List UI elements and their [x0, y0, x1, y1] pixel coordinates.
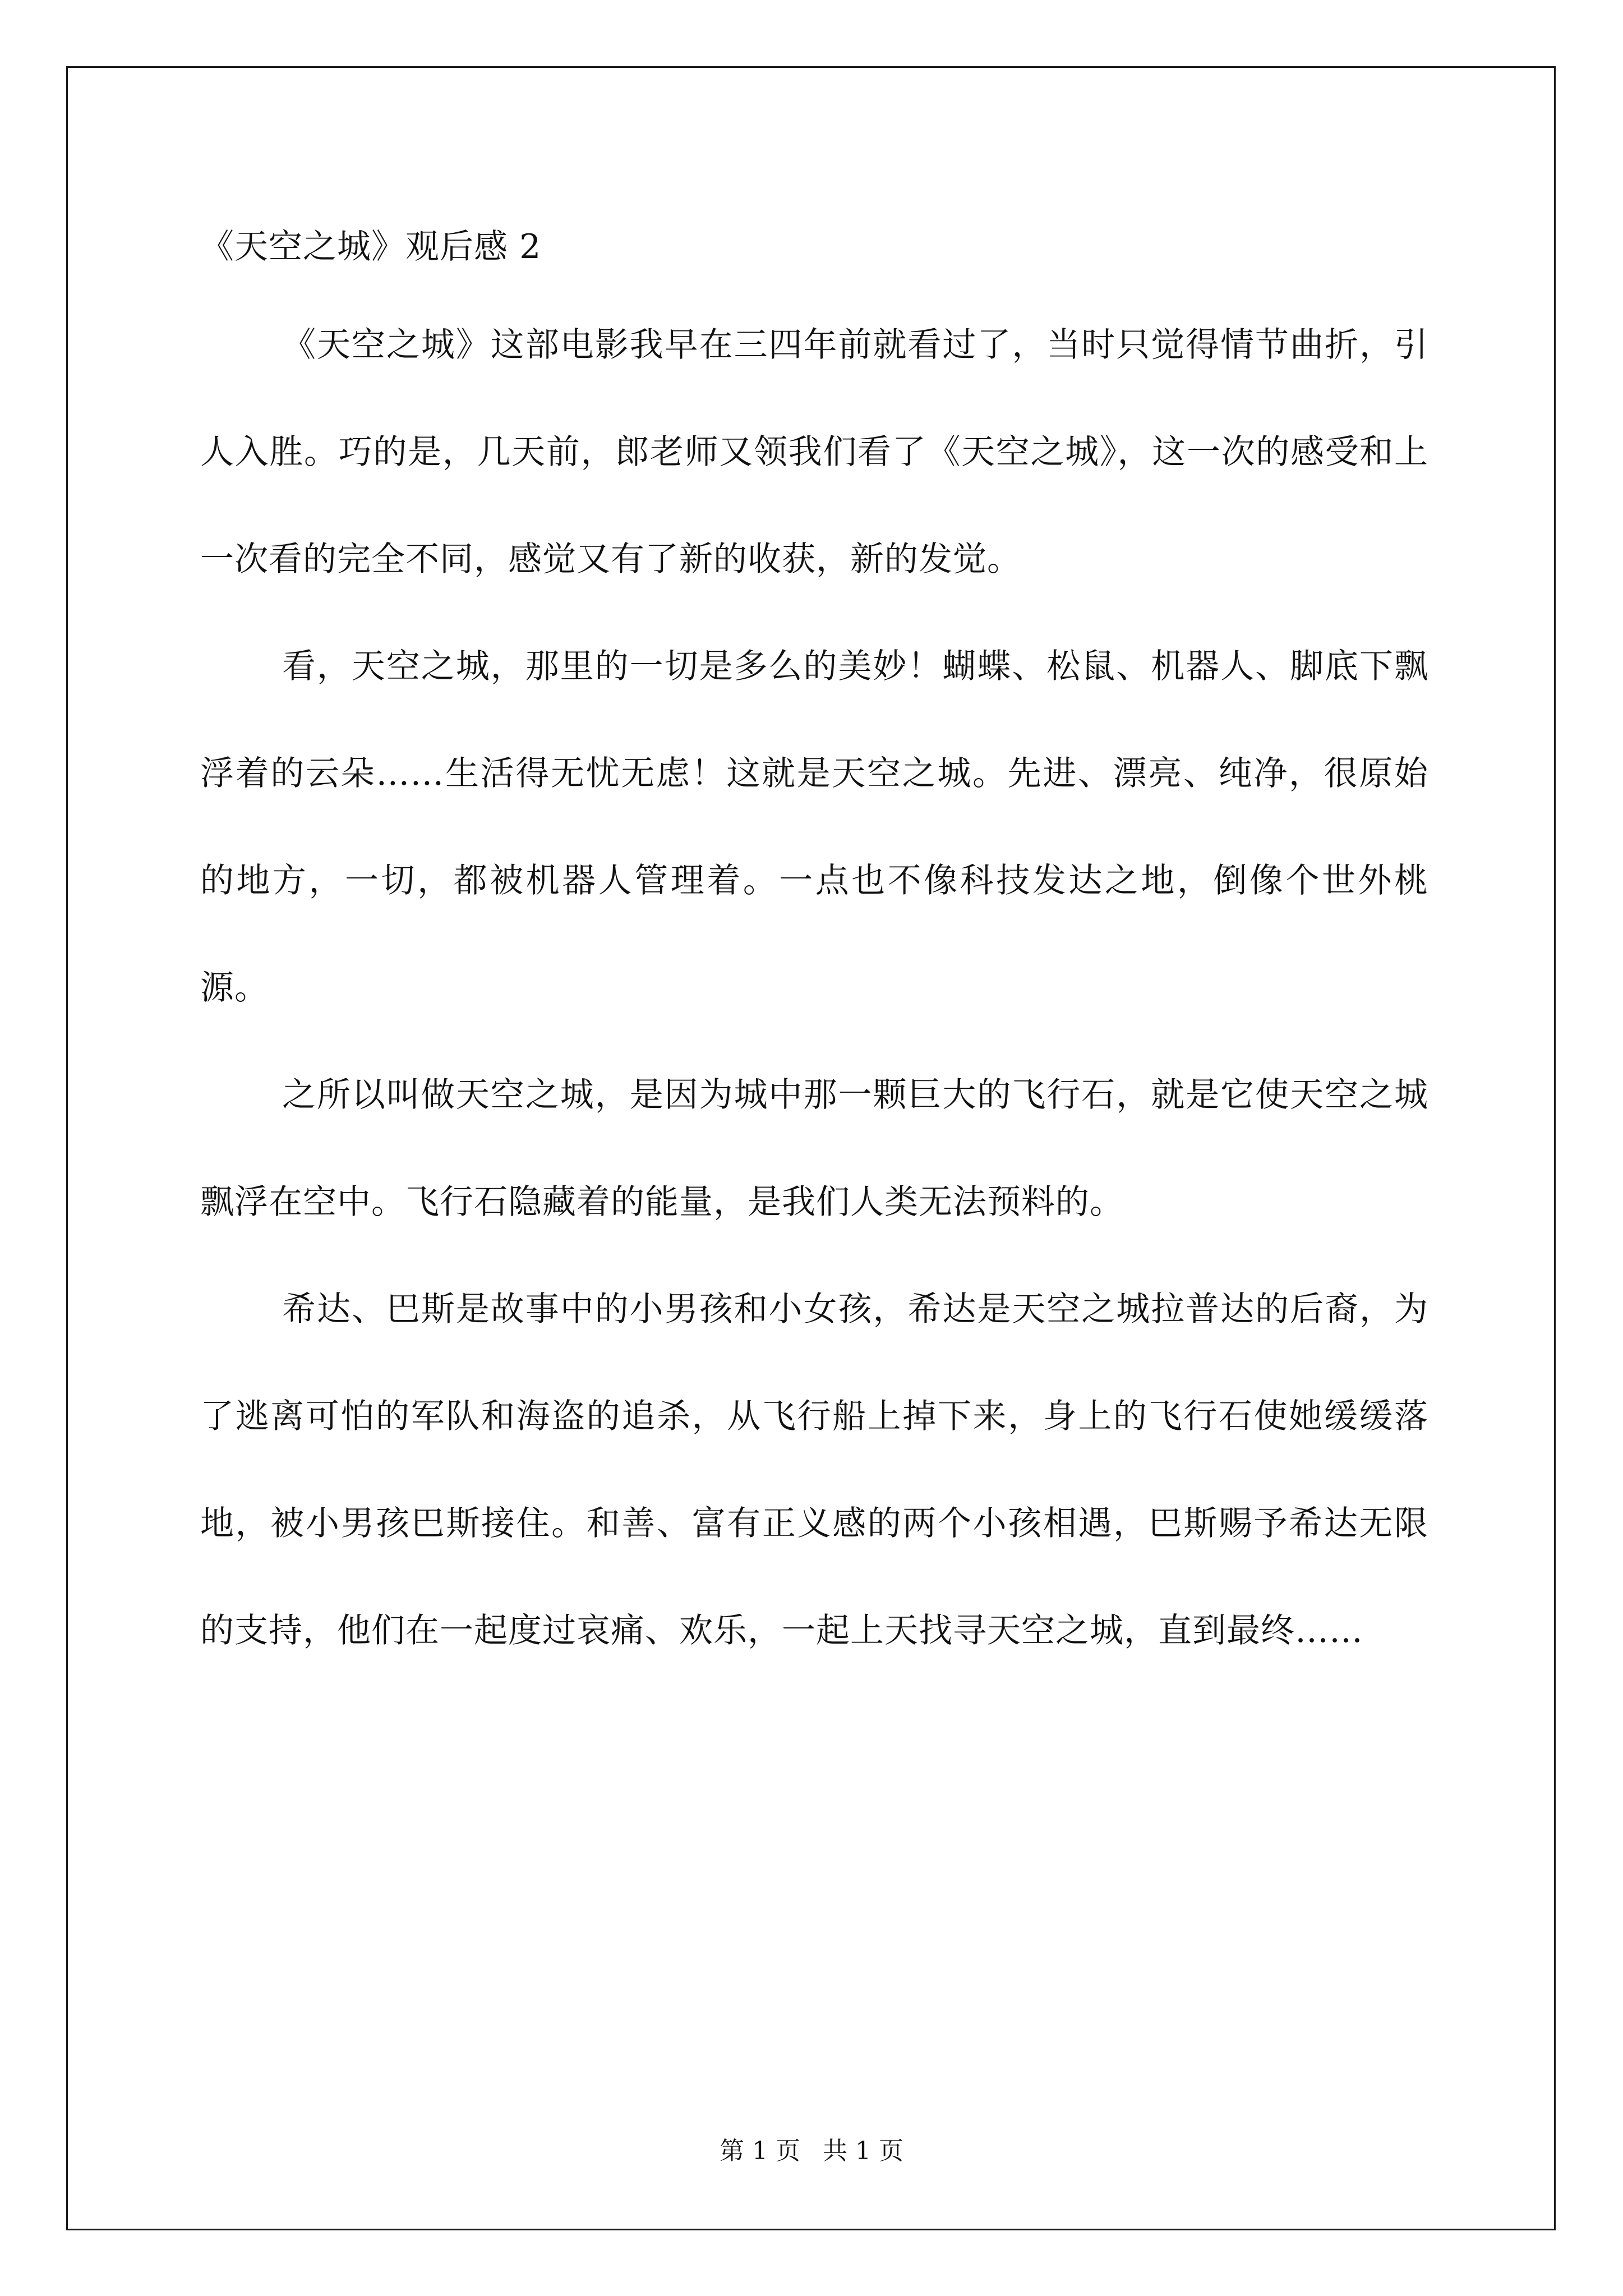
- page-number-total: 共 1 页: [823, 2137, 903, 2165]
- document-body: [200, 292, 1428, 1685]
- document-title: 《天空之城》观后感 2: [200, 227, 542, 266]
- page-number-current: 第 1 页: [720, 2137, 800, 2165]
- page-footer: [0, 2134, 1623, 2168]
- paragraph-4: 希达、巴斯是故事中的小男孩和小女孩，希达是天空之城拉普达的后裔，为了逃离可怕的军队和海盗的追杀，从飞行船上掉下来，身上的飞行石使她缓缓落地，被小男孩巴斯接住。和善、富有正义感的两个小孩相遇，巴斯赐予希达无限的支持，他们在一起度过哀痛、欢乐，一起上天找寻天空之城，直到最终……: [200, 1290, 1428, 1650]
- paragraph-2: 看，天空之城，那里的一切是多么的美妙！蝴蝶、松鼠、机器人、脚底下飘浮着的云朵……生活得无忧无虑！这就是天空之城。先进、漂亮、纯净，很原始的地方，一切，都被机器人管理着。一点也不像科技发达之地，倒像个世外桃源。: [200, 647, 1428, 1007]
- paragraph-1: 《天空之城》这部电影我早在三四年前就看过了，当时只觉得情节曲折，引人入胜。巧的是，几天前，郎老师又领我们看了《天空之城》，这一次的感受和上一次看的完全不同，感觉又有了新的收获，新的发觉。: [200, 325, 1428, 579]
- paragraph-3: 之所以叫做天空之城，是因为城中那一颗巨大的飞行石，就是它使天空之城飘浮在空中。飞行石隐藏着的能量，是我们人类无法预料的。: [200, 1075, 1428, 1222]
